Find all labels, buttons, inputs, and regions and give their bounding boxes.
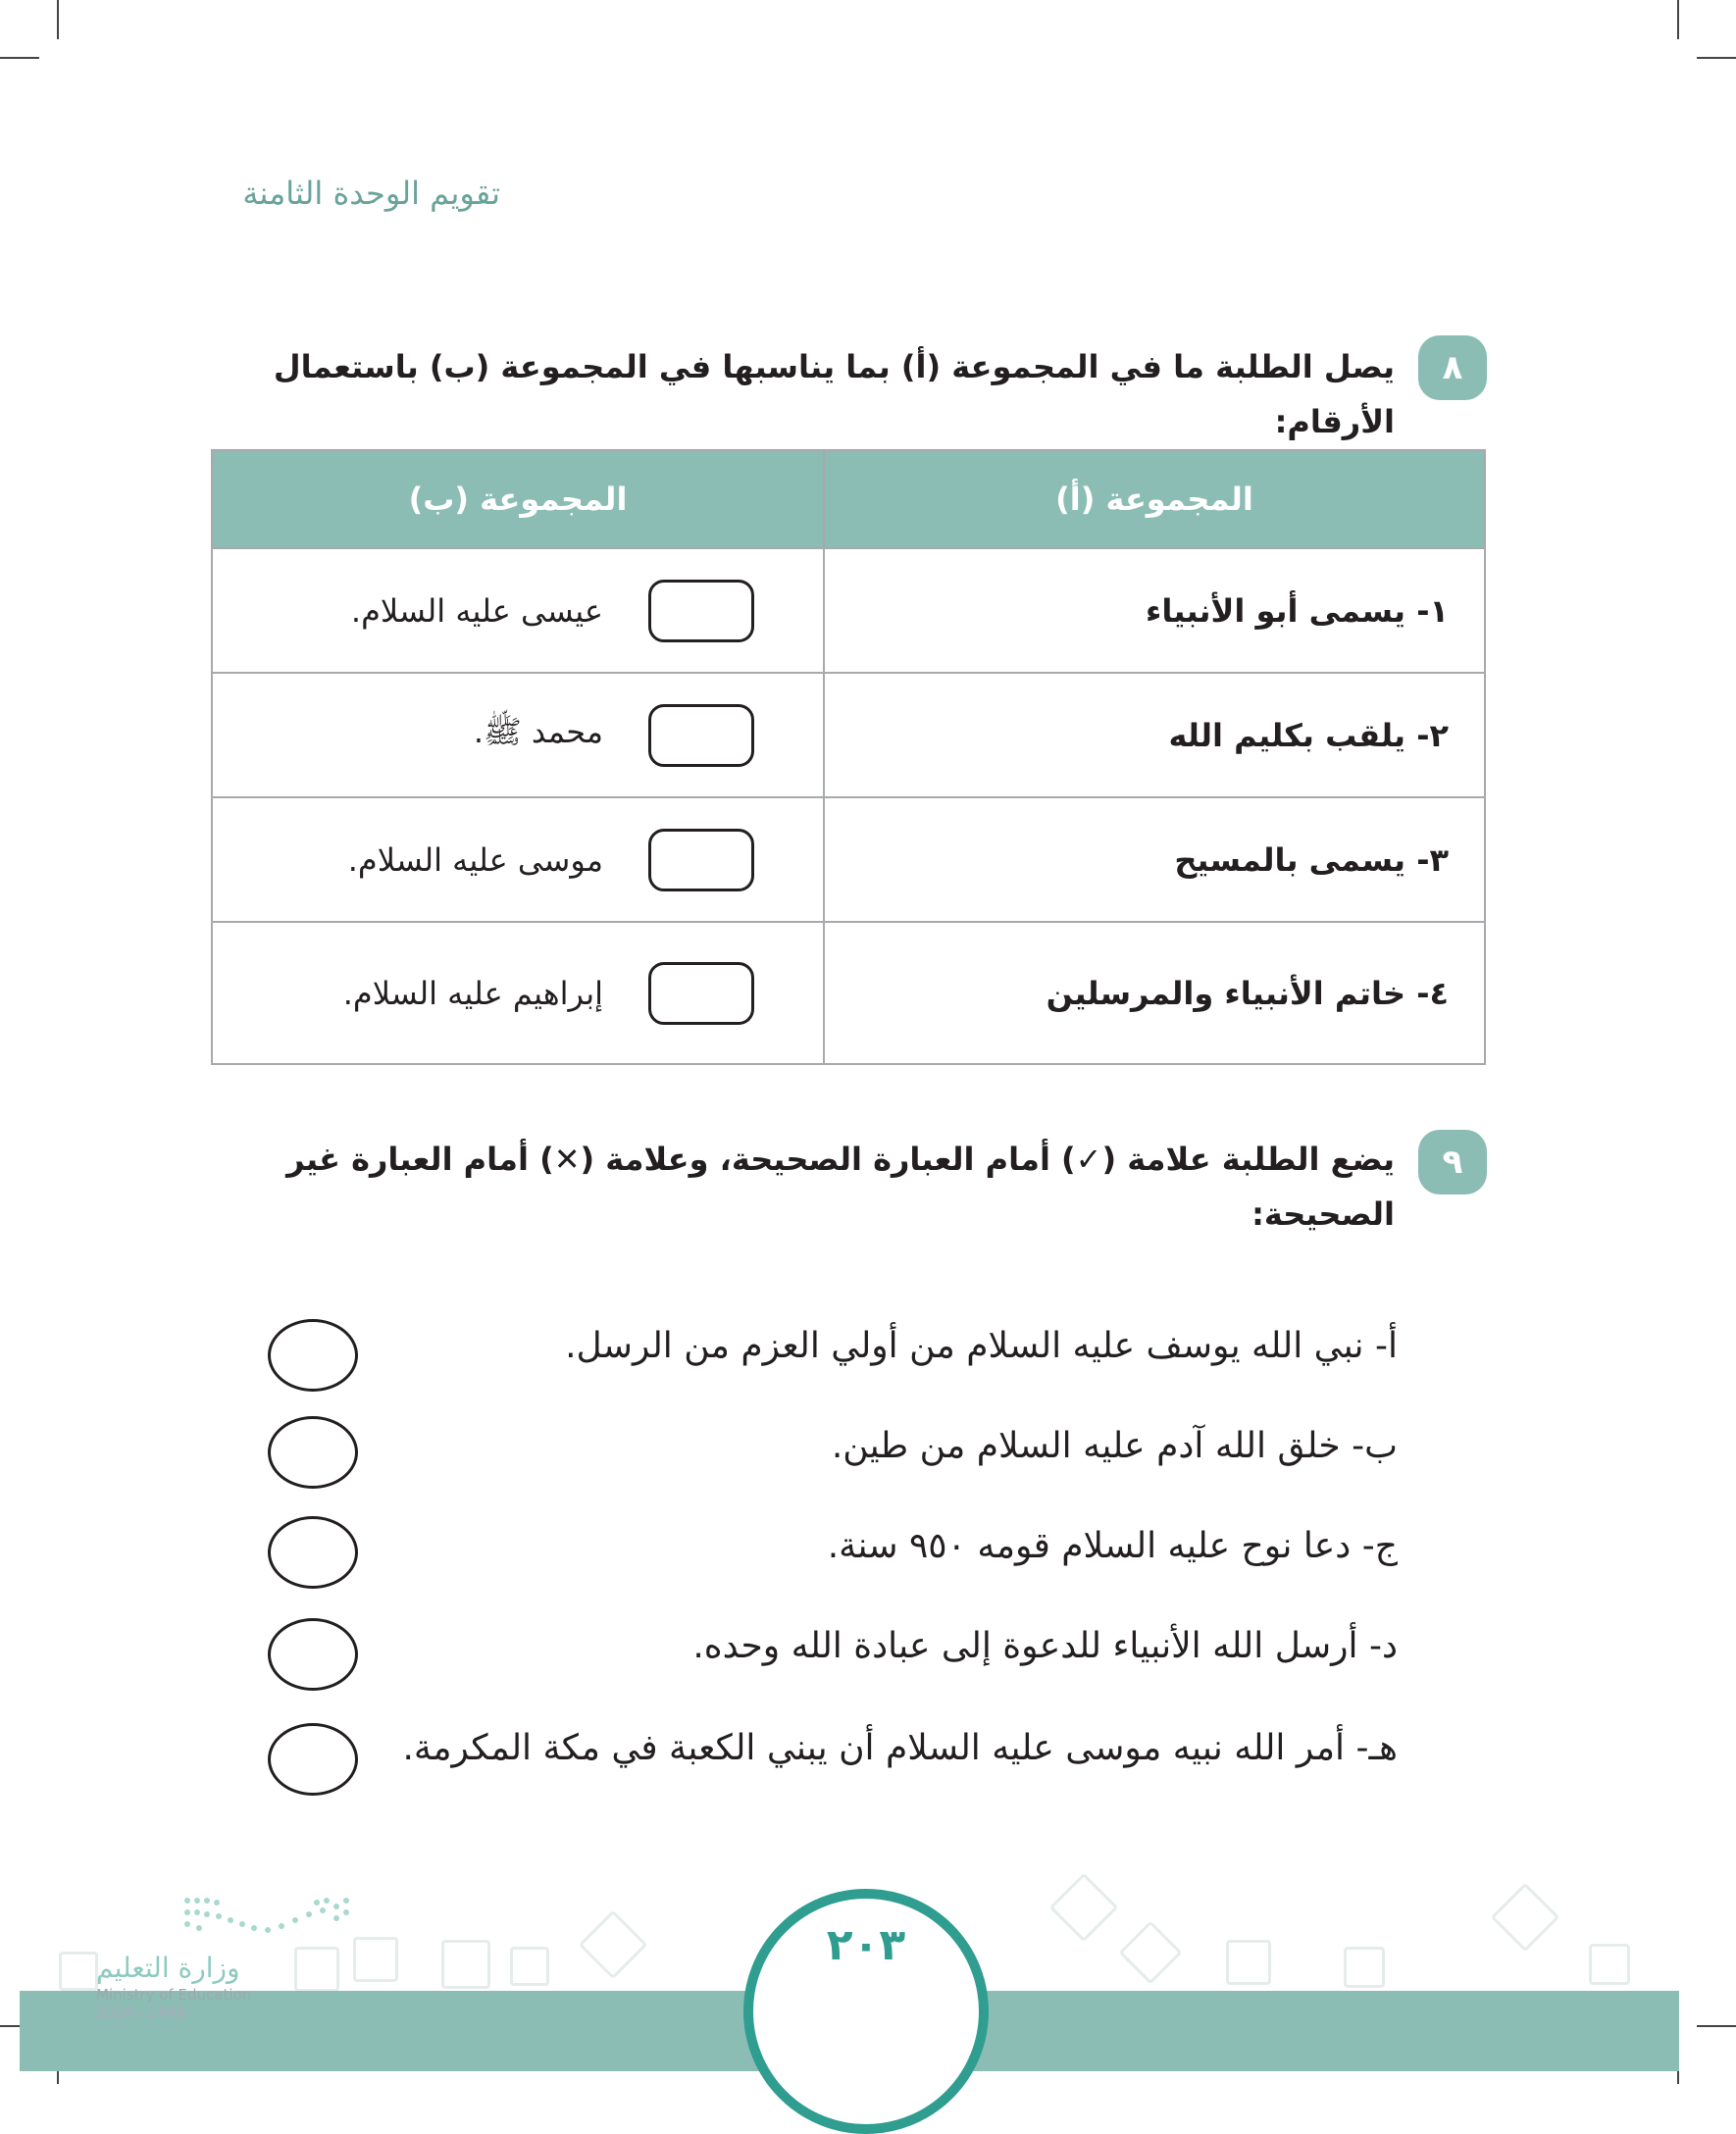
decorative-pattern xyxy=(294,1947,339,1992)
ministry-name-en: Ministry of Education xyxy=(96,1986,252,2004)
question-9-badge: ٩ xyxy=(1418,1130,1487,1194)
decorative-pattern xyxy=(1491,1883,1560,1953)
statement-item: ب- خلق الله آدم عليه السلام من طين. xyxy=(831,1426,1398,1466)
decorative-pattern xyxy=(1226,1940,1271,1985)
decorative-pattern xyxy=(1118,1920,1182,1984)
decorative-pattern xyxy=(353,1937,398,1982)
decorative-pattern xyxy=(441,1940,490,1989)
group-b-item: عيسى عليه السلام. xyxy=(350,591,603,630)
answer-box[interactable] xyxy=(648,704,754,767)
crop-mark xyxy=(57,0,59,39)
answer-oval[interactable] xyxy=(268,1723,358,1796)
statement-item: د- أرسل الله الأنبياء للدعوة إلى عبادة الله وحده. xyxy=(692,1626,1398,1666)
group-a-item: ١- يسمى أبو الأنبياء xyxy=(824,548,1485,673)
table-row xyxy=(212,673,1485,797)
ministry-year: 2024 - 1446 xyxy=(96,2004,186,2021)
ministry-name-ar: وزارة التعليم xyxy=(96,1952,240,1984)
decorative-pattern xyxy=(510,1947,549,1986)
question-8-badge: ٨ xyxy=(1418,335,1487,400)
decorative-pattern xyxy=(1344,1947,1385,1988)
table-row xyxy=(212,797,1485,922)
group-b-item: موسى عليه السلام. xyxy=(347,840,603,879)
answer-box[interactable] xyxy=(648,829,754,891)
decorative-pattern xyxy=(1589,1944,1630,1985)
matching-table xyxy=(211,449,1486,1065)
table-row xyxy=(212,922,1485,1064)
answer-oval[interactable] xyxy=(268,1618,358,1691)
decorative-pattern xyxy=(579,1910,648,1980)
statement-item: هـ- أمر الله نبيه موسى عليه السلام أن يبني الكعبة في مكة المكرمة. xyxy=(402,1728,1398,1768)
question-9-text-line1: يضع الطلبة علامة (✓) أمام العبارة الصحيحة، وعلامة (✕) أمام العبارة غير xyxy=(286,1141,1395,1178)
group-a-item: ٢- يلقب بكليم الله xyxy=(824,673,1485,797)
page-number: ٢٠٣ xyxy=(826,1920,906,1970)
statement-item: ج- دعا نوح عليه السلام قومه ٩٥٠ سنة. xyxy=(827,1526,1398,1566)
ministry-dots-icon xyxy=(179,1893,356,1952)
group-a-item: ٣- يسمى بالمسيح xyxy=(824,797,1485,922)
crop-mark xyxy=(0,57,39,59)
col-a-header: المجموعة (أ) xyxy=(824,450,1485,548)
answer-oval[interactable] xyxy=(268,1416,358,1489)
crop-mark xyxy=(1677,0,1679,39)
group-b-item: محمد ﷺ. xyxy=(473,712,603,750)
statement-item: أ- نبي الله يوسف عليه السلام من أولي العزم من الرسل. xyxy=(565,1326,1398,1366)
answer-box[interactable] xyxy=(648,962,754,1025)
question-9-text-line2: الصحيحة: xyxy=(1251,1195,1395,1233)
crop-mark xyxy=(1697,2025,1736,2027)
decorative-pattern xyxy=(59,1952,98,1991)
group-a-item: ٤- خاتم الأنبياء والمرسلين xyxy=(824,922,1485,1064)
answer-oval[interactable] xyxy=(268,1319,358,1392)
table-row xyxy=(212,548,1485,673)
group-b-item: إبراهيم عليه السلام. xyxy=(342,974,603,1012)
unit-title: تقويم الوحدة الثامنة xyxy=(242,175,500,212)
col-b-header: المجموعة (ب) xyxy=(212,450,824,548)
answer-box[interactable] xyxy=(648,580,754,642)
question-8-text: يصل الطلبة ما في المجموعة (أ) بما يناسبها في المجموعة (ب) باستعمال الأرقام: xyxy=(273,348,1395,440)
decorative-pattern xyxy=(1049,1873,1119,1943)
crop-mark xyxy=(1697,57,1736,59)
ministry-logo xyxy=(96,1893,282,2021)
answer-oval[interactable] xyxy=(268,1516,358,1589)
